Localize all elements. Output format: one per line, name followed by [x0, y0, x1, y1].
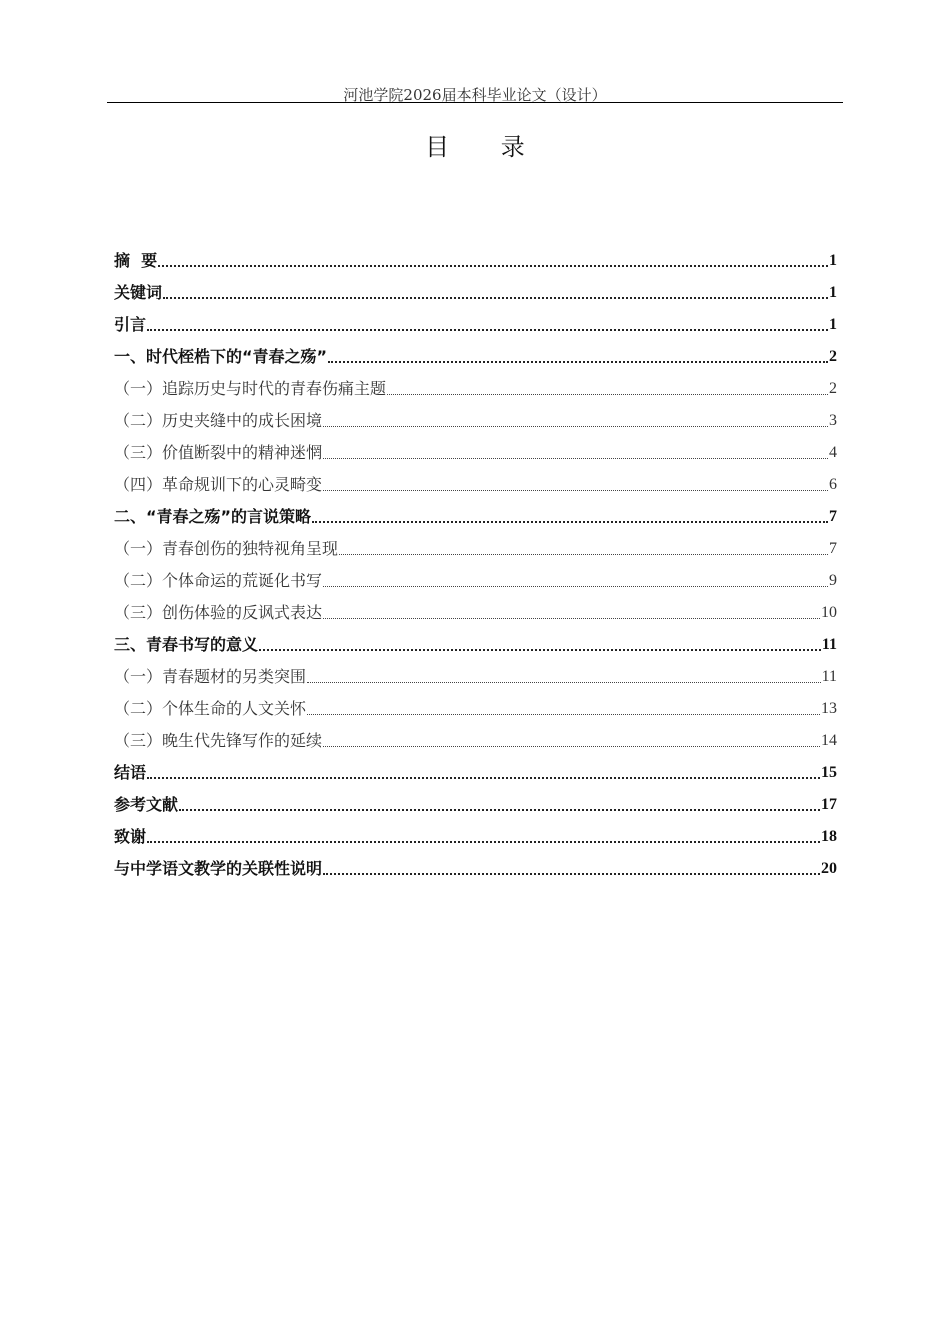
toc-entry-label: （四）革命规训下的心灵畸变 — [114, 475, 323, 494]
toc-entry-label: （三）晚生代先锋写作的延续 — [114, 731, 323, 750]
dot-leader — [323, 873, 820, 875]
toc-entry-label: 一、时代桎梏下的“青春之殇” — [114, 347, 328, 366]
dot-leader — [323, 458, 828, 459]
table-of-contents — [114, 240, 837, 880]
dot-leader — [307, 714, 820, 715]
dot-leader — [259, 649, 821, 651]
toc-entry-page-number: 1 — [829, 252, 837, 269]
page-title: 目 录 — [425, 133, 547, 161]
toc-entry-label: 与中学语文教学的关联性说明 — [114, 859, 323, 878]
toc-entry-page-number: 11 — [821, 668, 837, 685]
dot-leader — [323, 746, 820, 747]
toc-entry-page-number: 1 — [829, 284, 837, 301]
dot-leader — [163, 297, 828, 299]
toc-entry-label: （一）青春创伤的独特视角呈现 — [114, 539, 339, 558]
toc-entry[interactable] — [114, 496, 837, 528]
dot-leader — [323, 586, 828, 587]
toc-entry-page-number: 10 — [821, 604, 837, 621]
toc-entry-label: 关键词 — [114, 283, 163, 302]
dot-leader — [312, 521, 828, 523]
toc-entry-label: 引言 — [114, 315, 147, 334]
toc-entry-page-number: 2 — [829, 380, 837, 397]
toc-entry[interactable] — [114, 240, 837, 272]
toc-entry-label: （三）创伤体验的反讽式表达 — [114, 603, 323, 622]
toc-entry-label: （一）青春题材的另类突围 — [114, 667, 307, 686]
dot-leader — [323, 490, 828, 491]
toc-entry-label: 三、青春书写的意义 — [114, 635, 259, 654]
toc-entry-page-number: 3 — [829, 412, 837, 429]
toc-entry-page-number: 7 — [829, 540, 837, 557]
toc-entry-page-number: 11 — [821, 636, 837, 653]
toc-entry-label: 致谢 — [114, 827, 147, 846]
toc-entry-page-number: 14 — [821, 732, 837, 749]
toc-entry-label: 二、“青春之殇”的言说策略 — [114, 507, 312, 526]
toc-entry[interactable] — [114, 816, 837, 848]
toc-entry[interactable] — [114, 720, 837, 752]
dot-leader — [147, 329, 828, 331]
toc-entry[interactable] — [114, 752, 837, 784]
toc-entry-label: （二）个体命运的荒诞化书写 — [114, 571, 323, 590]
toc-entry[interactable] — [114, 400, 837, 432]
toc-entry-page-number: 13 — [821, 700, 837, 717]
toc-entry-page-number: 6 — [829, 476, 837, 493]
dot-leader — [307, 682, 821, 683]
toc-entry-page-number: 4 — [829, 444, 837, 461]
toc-entry[interactable] — [114, 464, 837, 496]
page-header: 河池学院2026届本科毕业论文（设计） — [343, 86, 607, 104]
dot-leader — [147, 777, 820, 779]
dot-leader — [323, 426, 828, 427]
toc-entry[interactable] — [114, 784, 837, 816]
toc-entry[interactable] — [114, 272, 837, 304]
toc-entry-page-number: 2 — [829, 348, 837, 365]
toc-entry[interactable] — [114, 688, 837, 720]
dot-leader — [328, 361, 828, 363]
toc-entry-page-number: 20 — [821, 860, 837, 877]
toc-entry-label: （一）追踪历史与时代的青春伤痛主题 — [114, 379, 387, 398]
dot-leader — [387, 394, 828, 395]
toc-entry-page-number: 18 — [821, 828, 837, 845]
toc-entry-label: （二）个体生命的人文关怀 — [114, 699, 307, 718]
dot-leader — [323, 618, 820, 619]
toc-entry-label: 摘 要 — [114, 251, 158, 270]
toc-entry[interactable] — [114, 656, 837, 688]
toc-entry-page-number: 9 — [829, 572, 837, 589]
dot-leader — [339, 554, 828, 555]
dot-leader — [147, 841, 820, 843]
toc-entry[interactable] — [114, 304, 837, 336]
toc-entry[interactable] — [114, 528, 837, 560]
toc-entry[interactable] — [114, 336, 837, 368]
toc-entry-page-number: 1 — [829, 316, 837, 333]
toc-entry-page-number: 7 — [829, 508, 837, 525]
toc-entry-page-number: 15 — [821, 764, 837, 781]
toc-entry[interactable] — [114, 560, 837, 592]
dot-leader — [179, 809, 820, 811]
toc-entry[interactable] — [114, 432, 837, 464]
toc-entry-page-number: 17 — [821, 796, 837, 813]
toc-entry[interactable] — [114, 624, 837, 656]
dot-leader — [158, 265, 828, 267]
toc-entry-label: （二）历史夹缝中的成长困境 — [114, 411, 323, 430]
toc-entry[interactable] — [114, 368, 837, 400]
toc-entry-label: （三）价值断裂中的精神迷惘 — [114, 443, 323, 462]
header-divider — [107, 102, 843, 103]
toc-entry[interactable] — [114, 592, 837, 624]
toc-entry-label: 结语 — [114, 763, 147, 782]
toc-entry-label: 参考文献 — [114, 795, 179, 814]
toc-entry[interactable] — [114, 848, 837, 880]
